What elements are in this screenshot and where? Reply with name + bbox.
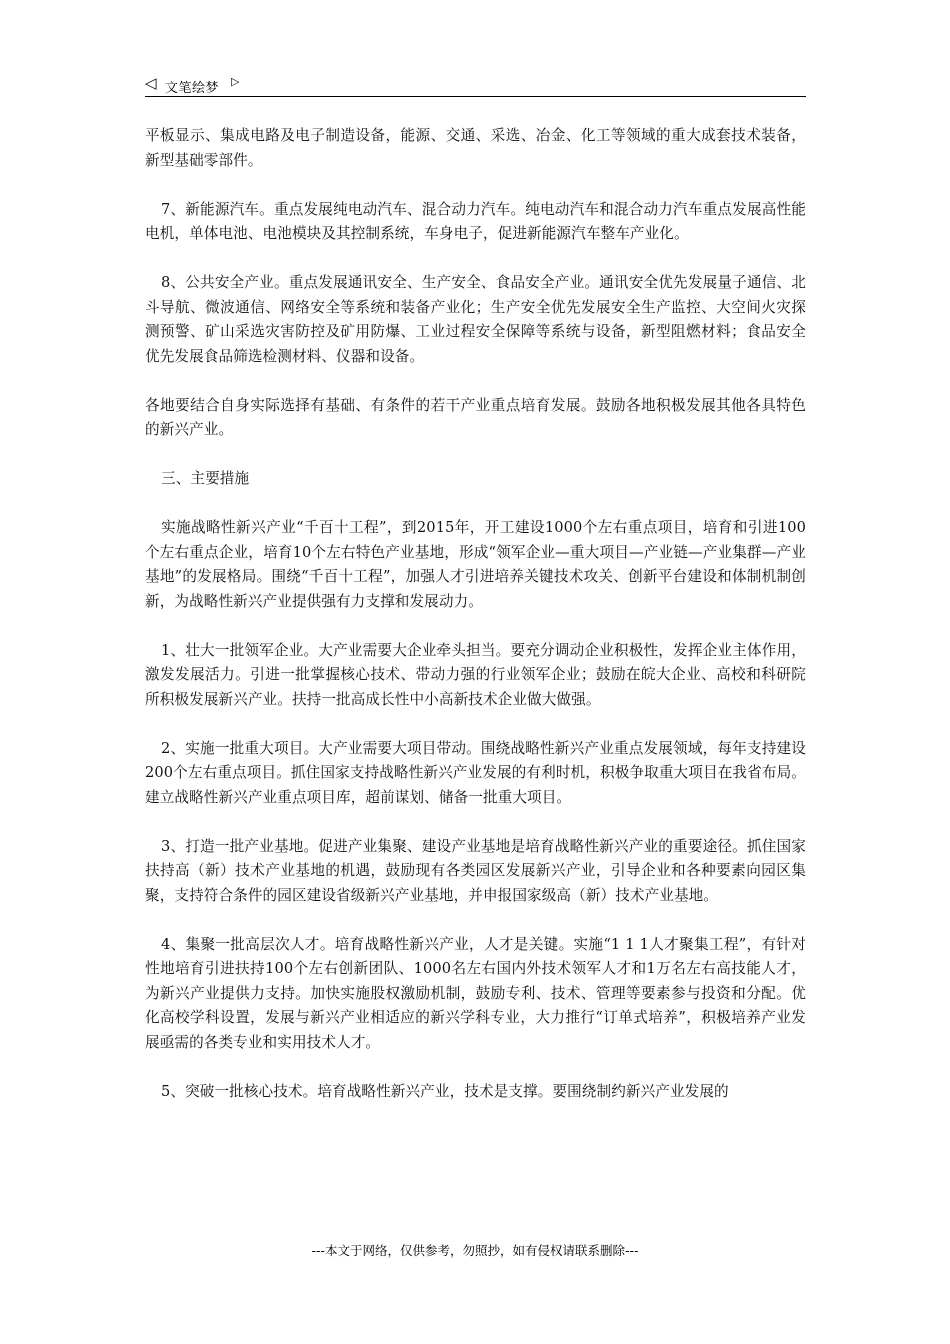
paragraph-leading-enterprises: 1、壮大一批领军企业。大产业需要大企业牵头担当。要充分调动企业积极性，发挥企业主体作用，激发发展活力。引进一批掌握核心技术、带动力强的行业领军企业；鼓励在皖大企业、高校和科研院所积极发展新兴产业。扶持一批高成长性中小高新技术企业做大做强。 xyxy=(145,641,806,708)
header-brand: 文笔绘梦 xyxy=(165,81,220,96)
paragraph-local-development: 各地要结合自身实际选择有基础、有条件的若干产业重点培育发展。鼓励各地积极发展其他各具特色的新兴产业。 xyxy=(145,396,806,438)
page-footer-disclaimer: ---本文于网络，仅供参考，勿照抄，如有侵权请联系删除--- xyxy=(311,1243,639,1258)
paragraph-public-safety: 8、公共安全产业。重点发展通讯安全、生产安全、食品安全产业。通讯安全优先发展量子通信、北斗导航、微波通信、网络安全等系统和装备产业化；生产安全优先发展安全生产监控、大空间火灾探测预警、矿山采选灾害防控及矿用防爆、工业过程安全保障等系统与设备，新型阻燃材料；食品安全优先发展食品筛选检测材料、仪器和设备。 xyxy=(145,274,806,365)
section-heading-main-measures: 三、主要措施 xyxy=(161,470,250,487)
document-body xyxy=(145,124,806,1129)
paragraph-project-overview: 实施战略性新兴产业“千百十工程”，到2015年，开工建设1000个左右重点项目，培育和引进100个左右重点企业，培育10个左右特色产业基地，形成“领军企业—重大项目—产业链—产业集群—产业基地”的发展格局。围绕“千百十工程”，加强人才引进培养关键技术攻关、创新平台建设和体制机制创新，为战略性新兴产业提供强有力支撑和发展动力。 xyxy=(145,519,806,610)
triangle-right-outline-icon: ▷ xyxy=(231,75,240,88)
paragraph-equipment: 平板显示、集成电路及电子制造设备，能源、交通、采选、冶金、化工等领域的重大成套技术装备，新型基础零部件。 xyxy=(145,127,806,169)
paragraph-major-projects: 2、实施一批重大项目。大产业需要大项目带动。围绕战略性新兴产业重点发展领域，每年支持建设200个左右重点项目。抓住国家支持战略性新兴产业发展的有利时机，积极争取重大项目在我省布局。建立战略性新兴产业重点项目库，超前谋划、储备一批重大项目。 xyxy=(145,739,806,806)
paragraph-industrial-bases: 3、打造一批产业基地。促进产业集聚、建设产业基地是培育战略性新兴产业的重要途径。抓住国家扶持高（新）技术产业基地的机遇，鼓励现有各类园区发展新兴产业，引导企业和各种要素向园区集聚，支持符合条件的园区建设省级新兴产业基地，并申报国家级高（新）技术产业基地。 xyxy=(145,837,806,904)
page-header xyxy=(145,74,806,97)
paragraph-new-energy-vehicles: 7、新能源汽车。重点发展纯电动汽车、混合动力汽车。纯电动汽车和混合动力汽车重点发展高性能电机，单体电池、电池模块及其控制系统，车身电子，促进新能源汽车整车产业化。 xyxy=(145,200,806,242)
paragraph-core-technology: 5、突破一批核心技术。培育战略性新兴产业，技术是支撑。要围绕制约新兴产业发展的 xyxy=(161,1082,729,1100)
paragraph-talent: 4、集聚一批高层次人才。培育战略性新兴产业，人才是关键。实施“1 1 1人才聚集工程”，有针对性地培育引进扶持100个左右创新团队、1000名左右国内外技术领军人才和1万名左右高技能人才，为新兴产业提供力支持。加快实施股权激励机制，鼓励专利、技术、管理等要素参与投资和分配。优化高校学科设置，发展与新兴产业相适应的新兴学科专业，大力推行“订单式培养”，积极培养产业发展亟需的各类专业和实用技术人才。 xyxy=(145,935,806,1051)
triangle-left-outline-icon: ◁ xyxy=(145,74,157,92)
